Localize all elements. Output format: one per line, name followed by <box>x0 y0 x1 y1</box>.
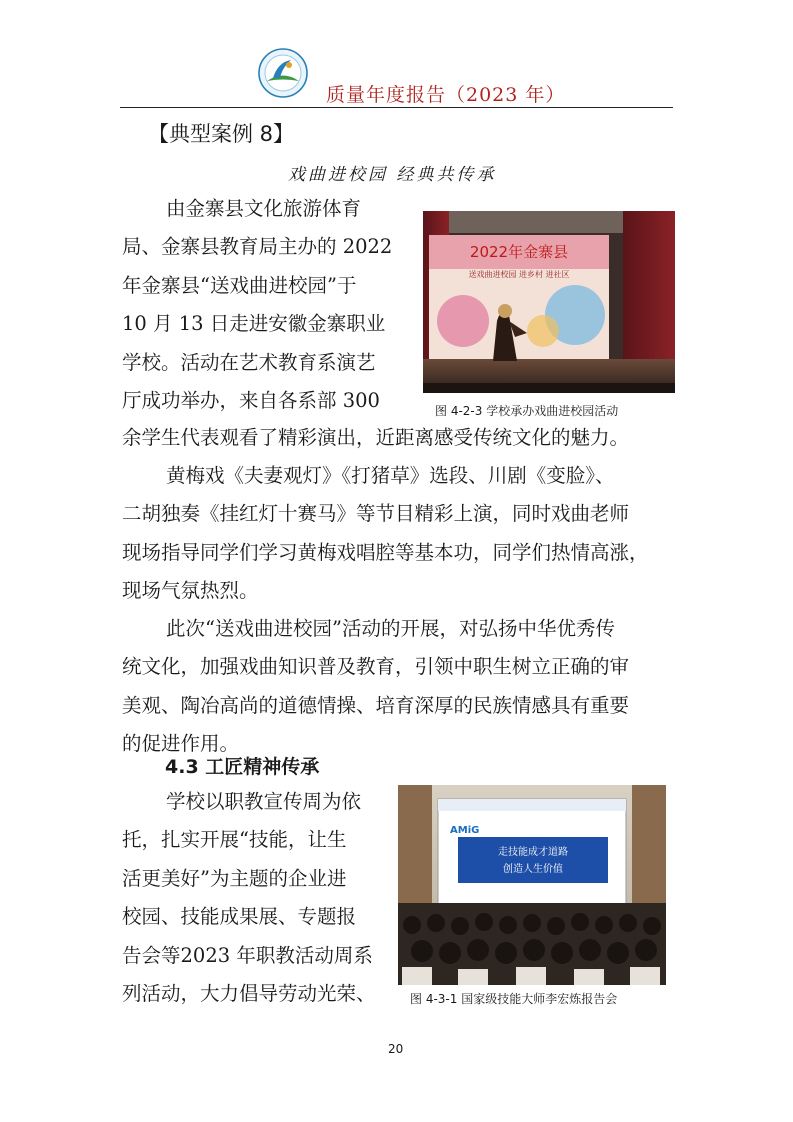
screen-title-line-1: 走技能成才道路 <box>498 847 568 858</box>
paragraph-line: 年金寨县“送戏曲进校园”于 <box>122 274 357 297</box>
paragraph-line: 学校以职教宣传周为依 <box>166 790 362 813</box>
paragraph-line: 托，扎实开展“技能，让生 <box>122 828 347 851</box>
opera-performance-photo <box>423 211 675 393</box>
paragraph-line: 统文化，加强戏曲知识普及教育，引领中职生树立正确的审 <box>122 655 630 678</box>
report-header-title: 质量年度报告（2023 年） <box>326 84 566 106</box>
paragraph-line: 二胡独奏《挂红灯十赛马》等节目精彩上演，同时戏曲老师 <box>122 502 630 525</box>
paragraph-line: 告会等2023 年职教活动周系 <box>122 944 373 967</box>
paragraph-line: 活更美好”为主题的企业进 <box>122 867 347 890</box>
case-heading: 【典型案例 8】 <box>148 122 295 146</box>
screen-title-line-2: 创造人生价值 <box>503 864 563 875</box>
screen-logo: AMiG <box>450 825 480 836</box>
banner-subtitle: 送戏曲进校园 进乡村 进社区 <box>468 270 570 279</box>
paragraph-line: 现场气氛热烈。 <box>122 579 259 602</box>
paragraph-line: 校园、技能成果展、专题报 <box>122 905 357 928</box>
school-emblem-icon <box>258 48 308 98</box>
header-divider <box>120 107 673 108</box>
lecture-hall-photo <box>398 785 666 985</box>
paragraph-line: 此次“送戏曲进校园”活动的开展，对弘扬中华优秀传 <box>166 617 615 640</box>
paragraph-line: 列活动，大力倡导劳动光荣、 <box>122 982 376 1005</box>
paragraph-line: 现场指导同学们学习黄梅戏唱腔等基本功，同学们热情高涨， <box>122 541 649 564</box>
paragraph-line: 黄梅戏《夫妻观灯》《打猪草》选段、川剧《变脸》、 <box>166 464 615 487</box>
section-heading: 4.3 工匠精神传承 <box>165 756 320 778</box>
banner-title: 2022年金寨县 <box>469 243 569 261</box>
page-number: 20 <box>388 1042 404 1056</box>
paragraph-line: 的促进作用。 <box>122 732 240 755</box>
case-subtitle: 戏曲进校园 经典共传承 <box>288 165 497 185</box>
paragraph-line: 厅成功举办，来自各系部 300 <box>122 389 380 412</box>
paragraph-line: 局、金寨县教育局主办的 2022 <box>122 235 393 258</box>
paragraph-line: 10 月 13 日走进安徽金寨职业 <box>122 312 386 335</box>
paragraph-line: 学校。活动在艺术教育系演艺 <box>122 351 376 374</box>
paragraph-line: 余学生代表观看了精彩演出，近距离感受传统文化的魅力。 <box>122 426 630 449</box>
figure-caption: 图 4-2-3 学校承办戏曲进校园活动 <box>435 404 619 418</box>
paragraph-line: 美观、陶冶高尚的道德情操、培育深厚的民族情感具有重要 <box>122 694 630 717</box>
paragraph-line: 由金寨县文化旅游体育 <box>166 197 362 220</box>
figure-caption: 图 4-3-1 国家级技能大师李宏炼报告会 <box>410 992 618 1006</box>
